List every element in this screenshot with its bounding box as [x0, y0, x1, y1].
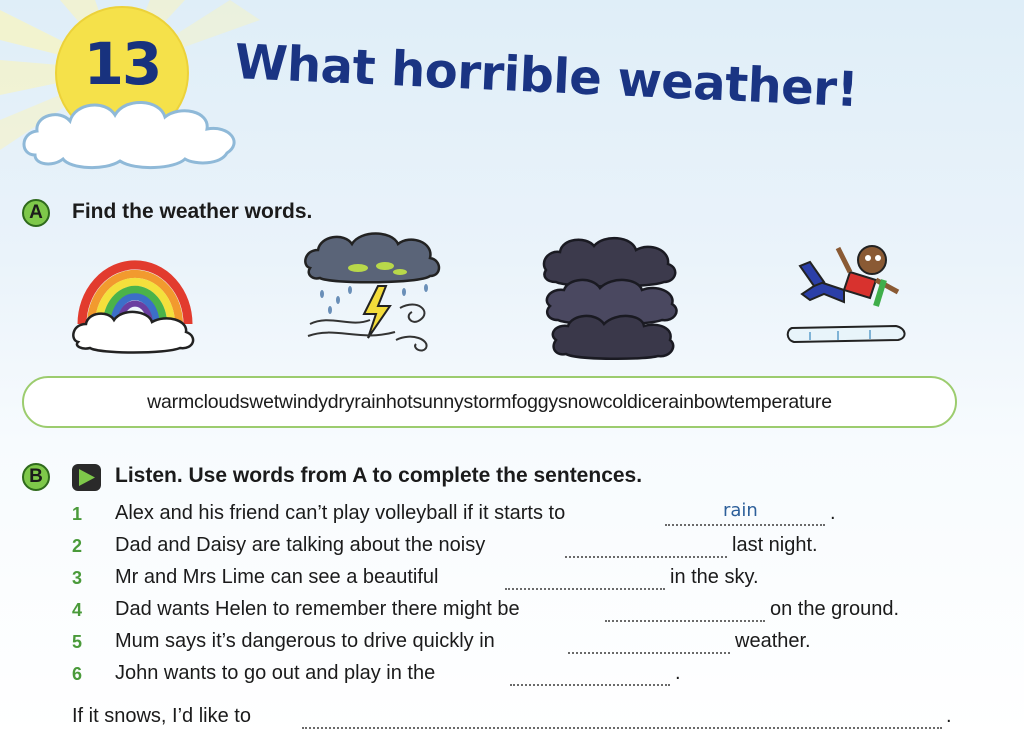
item-number: 2 — [72, 536, 83, 556]
section-b-badge: B — [22, 463, 50, 491]
item-number: 3 — [72, 568, 83, 588]
answer-blank[interactable] — [605, 598, 765, 622]
section-a-title: Find the weather words. — [72, 200, 313, 223]
sentence-end: . — [675, 662, 681, 684]
sentence-end: on the ground. — [770, 598, 899, 620]
unit-number: 13 — [83, 30, 161, 98]
answer-blank[interactable] — [510, 662, 670, 686]
handwritten-answer: rain — [723, 500, 758, 521]
final-prompt-text: If it snows, I’d like to — [72, 705, 251, 727]
slipping-on-ice-icon — [780, 236, 915, 352]
item-number: 1 — [72, 504, 83, 524]
sentence-item — [0, 532, 1024, 562]
cloud-icon — [15, 85, 250, 175]
answer-blank[interactable] — [565, 534, 727, 558]
storm-icon — [300, 228, 445, 356]
item-number: 5 — [72, 632, 83, 652]
final-prompt — [0, 703, 1024, 733]
rainbow-icon — [70, 232, 200, 354]
sentence-text: John wants to go out and play in the — [115, 662, 436, 684]
dark-clouds-icon — [538, 232, 683, 362]
sentence-item — [0, 628, 1024, 658]
sentence-text: Mum says it’s dangerous to drive quickly in — [115, 630, 495, 652]
sentence-item — [0, 500, 1024, 530]
sentence-end: weather. — [735, 630, 811, 652]
sentence-text: Dad wants Helen to remember there might be — [115, 598, 520, 620]
sentence-text: Mr and Mrs Lime can see a beautiful — [115, 566, 439, 588]
page-title: What horrible weather! — [233, 34, 860, 119]
item-number: 4 — [72, 600, 83, 620]
final-answer-blank[interactable] — [302, 705, 942, 729]
sentence-text: Dad and Daisy are talking about the noisy — [115, 534, 486, 556]
sentence-end: . — [830, 502, 836, 524]
play-icon — [79, 469, 95, 486]
audio-play-button[interactable] — [72, 464, 101, 491]
final-prompt-end: . — [946, 705, 952, 727]
sentence-text: Alex and his friend can’t play volleyball if it starts to — [115, 502, 566, 524]
sentence-item — [0, 660, 1024, 690]
item-number: 6 — [72, 664, 83, 684]
answer-blank[interactable] — [505, 566, 665, 590]
word-snake-box: warmcloudswetwindydryrainhotsunnystormfoggysnowcoldicerainbowtemperature — [22, 376, 957, 428]
section-a-badge: A — [22, 199, 50, 227]
section-b-title: Listen. Use words from A to complete the sentences. — [115, 464, 643, 487]
sentence-end: last night. — [732, 534, 818, 556]
answer-blank[interactable] — [568, 630, 730, 654]
answer-blank[interactable] — [665, 502, 825, 526]
sentence-end: in the sky. — [670, 566, 759, 588]
sentence-item — [0, 596, 1024, 626]
sentence-item — [0, 564, 1024, 594]
